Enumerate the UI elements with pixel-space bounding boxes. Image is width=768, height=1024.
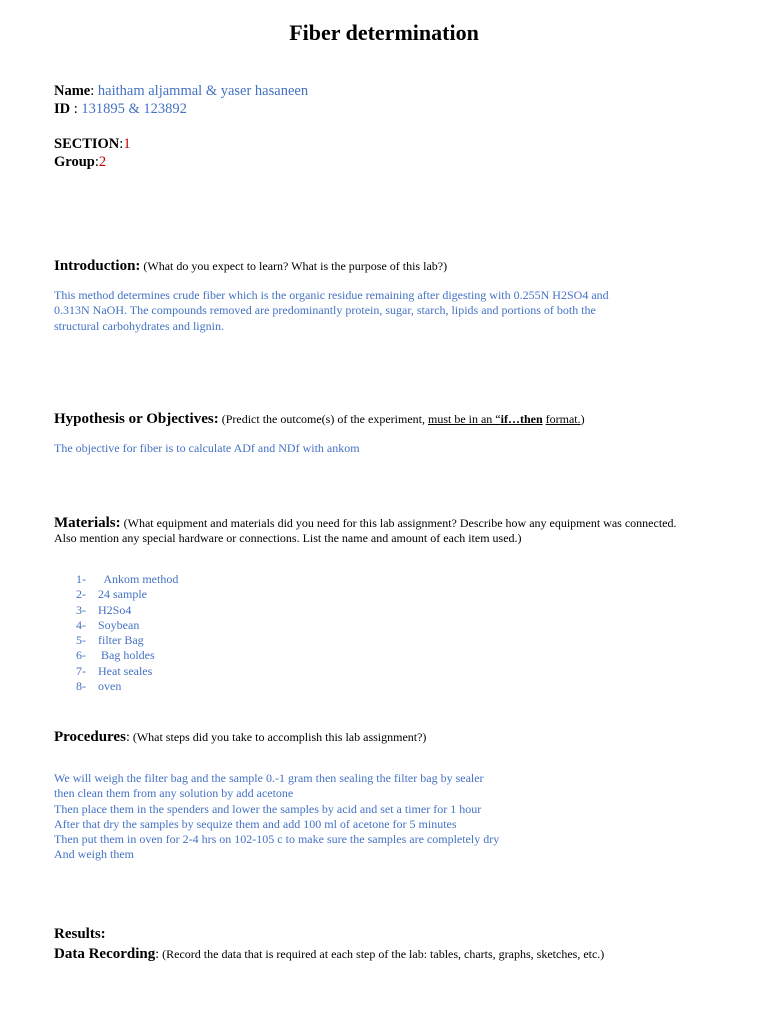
materials-list	[76, 572, 178, 694]
list-item-number: 2-	[76, 587, 86, 602]
procedure-line: then clean them from any solution by add acetone	[54, 786, 294, 801]
list-item-label: 24 sample	[98, 587, 147, 602]
hypothesis-hint-if-then: if…then	[500, 412, 543, 426]
section-label: SECTION	[54, 136, 120, 152]
id-label: ID	[54, 101, 71, 117]
section-separator: :	[119, 136, 124, 152]
list-item-number: 6-	[76, 648, 86, 663]
name-separator: :	[90, 83, 95, 99]
procedure-line: And weigh them	[54, 847, 134, 862]
hypothesis-text: The objective for fiber is to calculate ADf and NDf with ankom	[54, 441, 360, 455]
list-item-label: filter Bag	[98, 633, 144, 648]
group-row	[54, 153, 106, 171]
procedure-line: After that dry the samples by sequize them and add 100 ml of acetone for 5 minutes	[54, 816, 457, 831]
id-row	[54, 100, 187, 118]
procedure-line: We will weigh the filter bag and the sample 0.-1 gram then sealing the filter bag by sealer	[54, 771, 484, 785]
introduction-line: 0.313N NaOH. The compounds removed are predominantly protein, sugar, starch, lipids and portions of both the	[54, 303, 596, 318]
list-item-label: Heat seales	[98, 663, 153, 678]
list-item	[76, 648, 178, 663]
list-item-label: Ankom method	[98, 572, 179, 586]
group-label: Group	[54, 154, 95, 170]
introduction-hint: (What do you expect to learn? What is the purpose of this lab?)	[140, 259, 448, 273]
list-item-number: 5-	[76, 633, 86, 648]
procedure-line: Then place them in the spenders and lower the samples by acid and set a timer for 1 hour	[54, 801, 482, 816]
group-separator: :	[94, 154, 99, 170]
procedures-heading-separator: :	[125, 730, 130, 745]
list-item-label: Soybean	[98, 617, 140, 632]
name-row	[54, 82, 308, 100]
list-item	[76, 618, 178, 633]
list-item	[76, 664, 178, 679]
id-separator: :	[70, 101, 78, 117]
materials-heading: Materials:	[54, 515, 121, 531]
materials-hint-line1: (What equipment and materials did you need for this lab assignment? Describe how any equipment was connected.	[120, 516, 677, 530]
name-label: Name	[54, 83, 91, 99]
results-heading: Results:	[54, 926, 106, 942]
section-row	[54, 135, 131, 153]
list-item	[76, 633, 178, 648]
hypothesis-heading-row	[54, 410, 585, 428]
list-item-number: 3-	[76, 602, 86, 617]
introduction-line: This method determines crude fiber which is the organic residue remaining after digesting with 0.255N H2SO4 and	[54, 288, 609, 302]
list-item	[76, 603, 178, 618]
hypothesis-hint-post: )	[580, 412, 585, 426]
list-item-number: 7-	[76, 663, 86, 678]
list-item	[76, 572, 178, 587]
introduction-body	[54, 288, 609, 334]
data-recording-heading: Data Recording	[54, 946, 156, 962]
procedures-hint: (What steps did you take to accomplish this lab assignment?)	[129, 730, 427, 744]
introduction-line: structural carbohydrates and lignin.	[54, 318, 224, 333]
materials-hint-line2: Also mention any special hardware or connections. List the name and amount of each item used.)	[54, 531, 522, 545]
list-item-label: Bag holdes	[98, 648, 155, 663]
id-value: 131895 & 123892	[77, 101, 187, 117]
materials-heading-row	[54, 514, 676, 532]
procedures-body	[54, 771, 499, 863]
hypothesis-heading: Hypothesis or Objectives:	[54, 411, 219, 427]
list-item-label: H2So4	[98, 602, 132, 617]
group-value: 2	[98, 154, 107, 170]
list-item-number: 8-	[76, 679, 86, 694]
data-recording-separator: :	[155, 947, 160, 962]
hypothesis-hint-underlined	[428, 412, 543, 426]
section-value: 1	[123, 136, 131, 152]
name-value: haitham aljammal & yaser hasaneen	[94, 83, 309, 99]
data-recording-row	[54, 945, 604, 963]
hypothesis-hint-u1: must be in an “	[427, 412, 501, 426]
introduction-heading-row	[54, 257, 447, 275]
list-item	[76, 679, 178, 694]
list-item	[76, 587, 178, 602]
list-item-number: 4-	[76, 617, 86, 632]
hypothesis-hint-format: format.	[545, 412, 581, 426]
procedures-heading: Procedures	[54, 729, 126, 745]
list-item-number: 1-	[76, 572, 86, 586]
hypothesis-hint-pre: (Predict the outcome(s) of the experiment,	[218, 412, 428, 426]
introduction-heading: Introduction:	[54, 258, 141, 274]
procedure-line: Then put them in oven for 2-4 hrs on 102-105 c to make sure the samples are completely dry	[54, 832, 500, 847]
procedures-heading-row	[54, 728, 426, 746]
data-recording-hint: (Record the data that is required at each step of the lab: tables, charts, graphs, sketches, etc.)	[159, 947, 605, 961]
list-item-label: oven	[98, 679, 122, 694]
document-title: Fiber determination	[289, 20, 479, 45]
